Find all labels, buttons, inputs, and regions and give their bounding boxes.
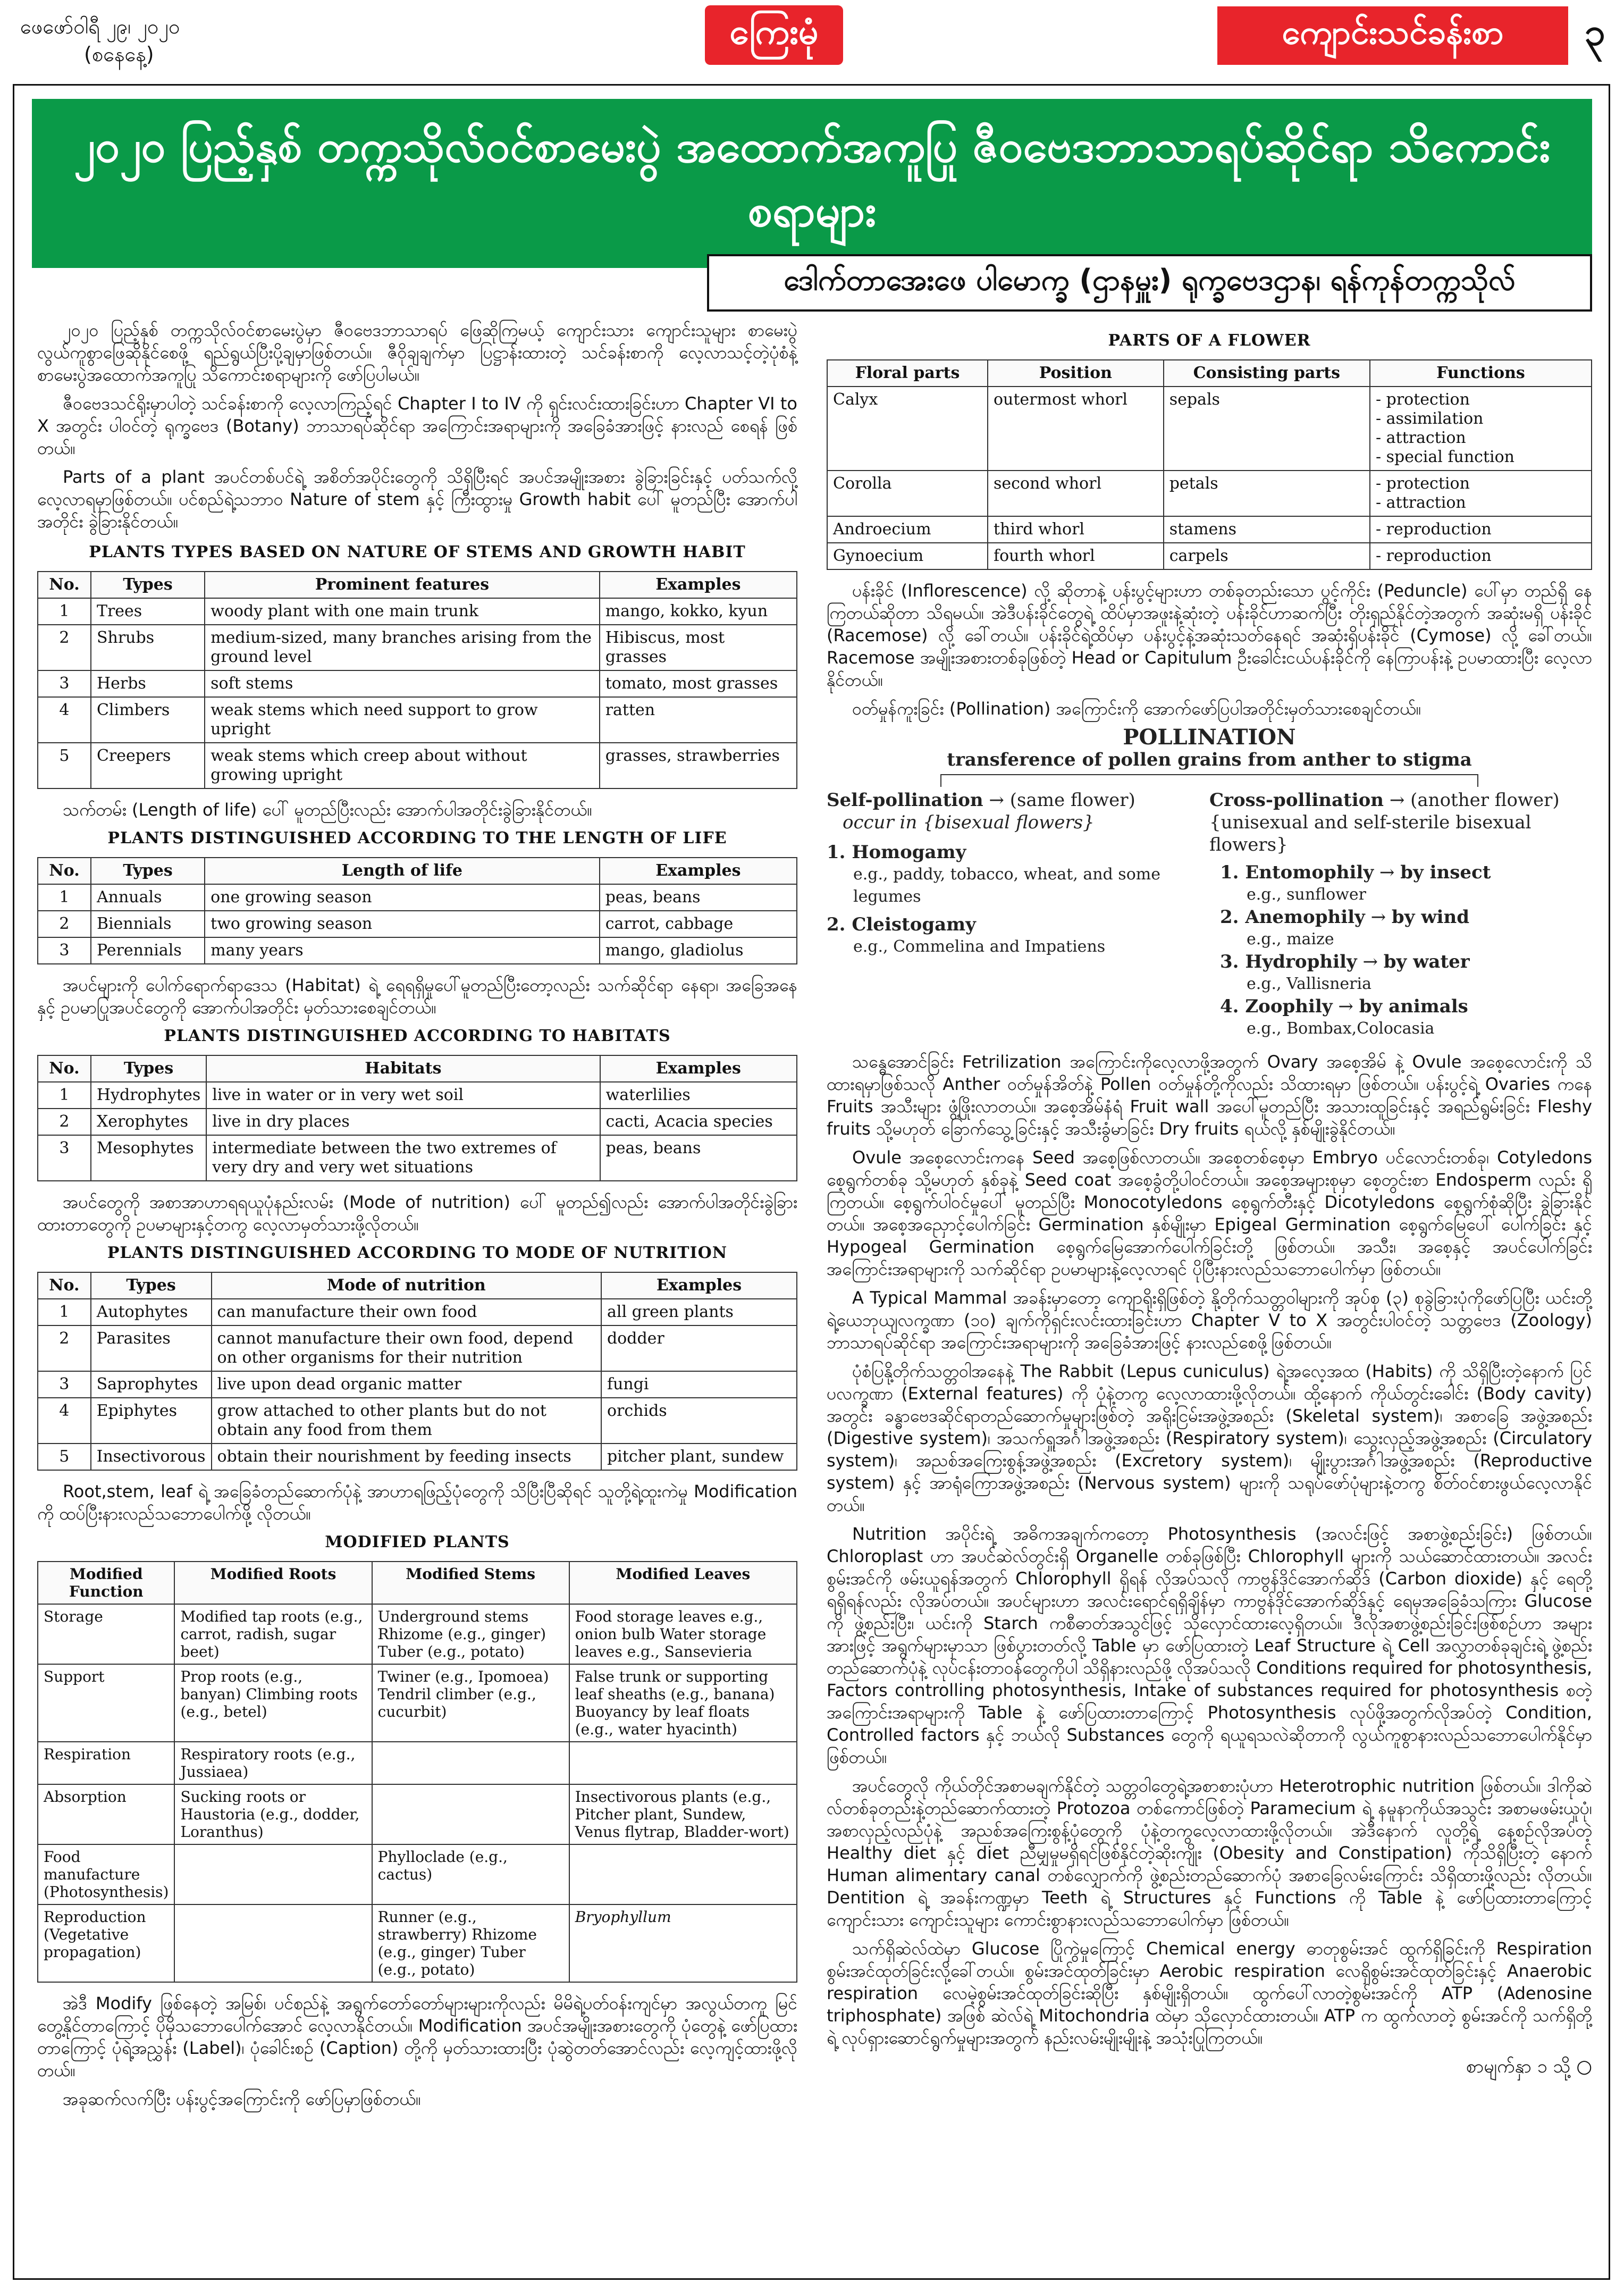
body-paragraph: ဝတ်မှုန်ကူးခြင်း (Pollination) အကြောင်းကို အောက်ဖော်ပြပါအတိုင်းမှတ်သားစေချင်တယ်။ (852, 699, 1421, 719)
column-header: Length of life (205, 858, 600, 884)
table-cell: peas, beans (600, 1135, 797, 1181)
table-cell: many years (205, 937, 600, 964)
author-byline: ဒေါက်တာအေးဖေ ပါမောက္ခ (ဌာနမှူး) ရုက္ခဗေဒဌာန၊ ရန်ကုန်တက္ကသိုလ် (707, 254, 1592, 312)
table-cell: Perennials (91, 937, 205, 964)
table-row (38, 1664, 797, 1742)
arrow-right-icon: → (1370, 907, 1386, 928)
table-cell: grasses, strawberries (600, 743, 797, 788)
body-paragraph: အပင်များကို ပေါက်ရောက်ရာဒေသ (Habitat) ရဲ့ ရေရရှိမှုပေါ်မူတည်ပြီးတော့လည်း သက်ဆိုင်ရာ နေရာ၊ အခြေအနေနှင့် ဥပမာပြုအပင်တွေကို အောက်ပါအတိုင်း မှတ်သားစေချင်တယ်။ (37, 975, 797, 1018)
table-title: PLANTS DISTINGUISHED ACCORDING TO MODE OF NUTRITION (107, 1244, 728, 1262)
table-row (38, 1371, 797, 1398)
table-cell (1370, 387, 1592, 471)
intro-paragraph: ၂၀၂၀ ပြည့်နှစ် တက္ကသိုလ်ဝင်စာမေးပွဲမှာ ဇီဝဗေဒဘာသာရပ် ဖြေဆိုကြမယ့် ကျောင်းသား ကျောင်းသူများ စာမေးပွဲ လွယ်ကူစွာဖြေဆိုနိုင်စေဖို့ ရည်ရွယ်ပြီးပို့ချမှာဖြစ်တယ်။ ဇီဝိုချချက်မှာ ပြဋ္ဌာန်းထားတဲ့ သင်ခန်းစာကို လေ့လာသင့်တဲ့ပုံစံနဲ့ စာမေးပွဲအထောက်အကူပြု သိကောင်းစရာများကို ဖော်ပြပါမယ်။ (37, 320, 797, 385)
table-cell: Hydrophytes (91, 1082, 206, 1109)
table-cell: carpels (1164, 543, 1370, 569)
pollination-agent: by animals (1359, 996, 1468, 1017)
body-paragraph: Ovule အစေ့လောင်းကနေ Seed အစေ့ဖြစ်လာတယ်။ အစေ့တစ်စေ့မှာ Embryo ပင်လောင်းတစ်ခု၊ Cotyledons စေ့ရွက်တစ်ခု သို့မဟုတ် နှစ်ခုနဲ့ Seed coat အစေ့ခွံတို့ပါဝင်တယ်။ အစေ့အများစုမှာ စေ့တွင်းစာ Endosperm လည်း ရှိကြတယ်။ စေ့ရွက်ပါဝင်မှုပေါ် မူတည်ပြီး Monocotyledons စေ့ရွက်တီးနှင့် Dicotyledons စေ့ရွက်စုံဆိုပြီး ခွဲခြားနိုင်တယ်။ အစေ့အညှောင့်ပေါက်ခြင်း Germination နှစ်မျိုးမှာ Epigeal Germination စေ့ရွက်မြေပေါ် ပေါက်ခြင်း နှင့် Hypogeal Germination စေ့ရွက်မြေအောက်ပေါက်ခြင်းတို့ ဖြစ်တယ်။ အသီး၊ အစေ့နှင့် အပင်ပေါက်ခြင်း အကြောင်းအရာများကို သက်ဆိုင်ရာ ဥပမာများနဲ့လေ့လာရင် ပိုပြီးနားလည်သဘောပေါက်မှာ ဖြစ်တယ်။ (827, 1147, 1592, 1279)
table-cell: Food storage leaves e.g., onion bulb Water storage leaves e.g., Sansevieria (569, 1604, 797, 1664)
table-cell: Reproduction (Vegetative propagation) (38, 1904, 174, 1982)
function-item: - attraction (1376, 429, 1586, 448)
body-paragraph: ပန်းခိုင် (Inflorescence) လို့ ဆိုတာနဲ့ ပန်းပွင့်များဟာ တစ်ခုတည်းသော ပွင့်ကိုင်း (Peduncle) ပေါ်မှာ တည်ရှိ နေကြတယ်ဆိုတာ သိရမယ်။ အဲဒီပန်းခိုင်တွေရဲ့ ထိပ်မှာအဖူးနဲ့ဆုံးတဲ့ ပန်းခိုင်ဟာဆက်ပြီး တိုးရှည်နိုင်တဲ့အတွက် အဆုံးမရှိ ပန်းခိုင် (Racemose) လို့ ခေါ်တယ်။ ပန်းခိုင်ရဲ့ထိပ်မှာ ပန်းပွင့်နဲ့အဆုံးသတ်နေရင် အဆုံးရှိပန်းခိုင် (Cymose) လို့ ခေါ်တယ်။ Racemose အမျိုးအစားတစ်ခုဖြစ်တဲ့ Head or Capitulum ဦးခေါင်းငယ်ပန်းခိုင်ကို နေကြာပန်းနဲ့ ဥပမာထားပြီး လေ့လာနိုင်တယ်။ (827, 581, 1593, 690)
table-row (38, 1109, 797, 1135)
pollination-type: 3. Hydrophily (1220, 951, 1357, 972)
table-cell: Food manufacture (Photosynthesis) (38, 1844, 174, 1904)
table-cell: mango, gladiolus (600, 937, 797, 964)
flower-parts-table (827, 359, 1592, 570)
article-banner (32, 99, 1592, 268)
pollination-example: e.g., Bombax,Colocasia (1247, 1019, 1435, 1038)
page-number: ၃ (1584, 10, 1605, 54)
column-header: Mode of nutrition (212, 1272, 601, 1299)
table-row (38, 1742, 797, 1784)
pollination-agent: by insect (1400, 862, 1491, 883)
right-column (827, 330, 1592, 2078)
pollination-type: 1. Entomophily (1220, 862, 1374, 883)
intro-paragraph: Parts of a plant အပင်တစ်ပင်ရဲ့ အစိတ်အပိုင်းတွေကို သိရှိပြီးရင် အပင်အမျိုးအစား ခွဲခြားခြင်းနှင့် ပတ်သက်လို့ လေ့လာရမှာဖြစ်တယ်။ ပင်စည်ရဲ့သဘာဝ Nature of stem နှင့် ကြီးထွားမှု Growth habit ပေါ် မူတည်ပြီး အောက်ပါ အတိုင်း ခွဲခြားနိုင်တယ်။ (37, 467, 797, 532)
body-paragraph: အပင်တွေကို အစာအာဟာရရယူပုံနည်းလမ်း (Mode of nutrition) ပေါ် မူတည်၍လည်း အောက်ပါအတိုင်းခွဲခြား ထားတာတွေကို ဥပမာများနှင့်တကွ လေ့လာမှတ်သားဖို့လိုတယ်။ (37, 1192, 797, 1235)
table-cell: 1 (38, 1082, 91, 1109)
table-cell: Corolla (827, 471, 988, 516)
table-cell: 3 (38, 1371, 91, 1398)
column-header: Types (91, 572, 205, 598)
table-row (38, 937, 797, 964)
cross-pollination-branch (1209, 789, 1592, 1040)
table-cell: Bryophyllum (569, 1904, 797, 1982)
table-row (827, 516, 1592, 543)
table-cell: Autophytes (91, 1299, 212, 1325)
pollination-agent: by water (1383, 951, 1470, 972)
table-row (38, 1784, 797, 1844)
table-cell: orchids (601, 1398, 797, 1444)
table-row (38, 697, 797, 743)
table-cell: Storage (38, 1604, 174, 1664)
body-paragraph: အဲဒီ Modify ဖြစ်နေတဲ့ အမြစ်၊ ပင်စည်နဲ့ အရွက်တော်တော်များများကိုလည်း မိမိရဲ့ပတ်ဝန်းကျင်မှာ အလွယ်တကူ မြင်တွေ့နိုင်တာကြောင့် ပိုမိုသဘောပေါက်အောင် လေ့လာနိုင်တယ်။ Modification အပင်အမျိုးအစားတွေကို ပုံတွေနဲ့ ဖော်ပြထားတာကြောင့် ပုံရဲ့အညွှန်း (Label)၊ ပုံခေါင်းစဉ် (Caption) တို့ကို မှတ်သားထားပြီး ပုံဆွဲတတ်အောင်လည်း လေ့ကျင့်ထားဖို့လိုတယ်။ (37, 1993, 797, 2080)
self-pollination-branch (827, 789, 1187, 1040)
table-cell: Insectivorous (91, 1444, 212, 1470)
pollination-diagram (827, 726, 1592, 1040)
table-cell: carrot, cabbage (600, 911, 797, 937)
cross-pollination-note: (another flower) (1410, 790, 1560, 811)
table-cell: sepals (1164, 387, 1370, 471)
table-cell (1370, 471, 1592, 516)
end-mark-icon: ○ (1576, 2056, 1592, 2077)
column-header: Types (91, 1272, 212, 1299)
arrow-right-icon: → (989, 790, 1004, 811)
left-column (37, 319, 797, 2117)
date-line: ဖေဖော်ဝါရီ ၂၉၊ ၂၀၂၀ (20, 15, 180, 38)
table-cell: Shrubs (91, 625, 205, 670)
pollination-example: e.g., maize (1247, 930, 1334, 949)
article-title: ၂၀၂၀ ပြည့်နှစ် တက္ကသိုလ်ဝင်စာမေးပွဲ အထောက်အကူပြု ဇီဝဗေဒဘာသာရပ်ဆိုင်ရာ သိကောင်းစရာများ (73, 122, 1551, 237)
table-cell: Underground stems Rhizome (e.g., ginger) Tuber (e.g., potato) (372, 1604, 569, 1664)
pollination-type: 1. Homogamy (827, 842, 966, 863)
table-cell: Respiratory roots (e.g., Jussiaea) (174, 1742, 372, 1784)
table-cell: live upon dead organic matter (212, 1371, 601, 1398)
table-cell: third whorl (988, 516, 1164, 543)
table-title: MODIFIED PLANTS (325, 1533, 510, 1551)
table-row (38, 1844, 797, 1904)
column-header: Modified Roots (174, 1562, 372, 1604)
column-header: No. (38, 1055, 91, 1082)
body-paragraph: သန္ဓေအောင်ခြင်း Fetrilization အကြောင်းကိုလေ့လာဖို့အတွက် Ovary အစေ့အိမ် နဲ့ Ovule အစေ့လောင်းကို သိထားရမှာဖြစ်သလို Anther ဝတ်မှုန်အိတ်နဲ့ Pollen ဝတ်မှုန်တို့ကိုလည်း သိထားရမှာ ဖြစ်တယ်။ ပန်းပွင့်ရဲ့ Ovaries ကနေ Fruits အသီးများ ဖွံ့ဖြိုးလာတယ်။ အစေ့အိမ်နံရံ Fruit wall အပေါ်မူတည်ပြီး အသားထူခြင်းနှင့် အရည်ရွမ်းခြင်း Fleshy fruits သို့မဟုတ် ခြောက်သွေ့ခြင်းနှင့် အသီးခွံမာခြင်း Dry fruits ရယ်လို့ နှစ်မျိုးခွဲနိုင်တယ်။ (827, 1052, 1592, 1139)
table-cell: weak stems which creep about without growing upright (205, 743, 600, 788)
table-cell: Absorption (38, 1784, 174, 1844)
column-header: Examples (600, 572, 797, 598)
table-row (38, 670, 797, 697)
table-row (827, 471, 1592, 516)
table-title: PLANTS TYPES BASED ON NATURE OF STEMS AND GROWTH HABIT (89, 543, 746, 561)
table-cell: one growing season (205, 884, 600, 911)
self-occurrence: occur in {bisexual flowers} (843, 812, 1095, 833)
table-cell: intermediate between the two extremes of very dry and very wet situations (206, 1135, 600, 1181)
table-row (38, 1299, 797, 1325)
table-cell: Climbers (91, 697, 205, 743)
table-cell: 1 (38, 1299, 91, 1325)
table-cell: Support (38, 1664, 174, 1742)
diagram-connector (940, 774, 1478, 787)
cross-occurrence: {unisexual and self-sterile bisexual flowers} (1209, 812, 1532, 855)
column-header: Types (91, 858, 205, 884)
table-cell: Biennials (91, 911, 205, 937)
table-cell: 3 (38, 937, 91, 964)
cross-pollination-heading: Cross-pollination (1209, 790, 1384, 811)
modified-plants-table (37, 1561, 797, 1983)
table-row (38, 1082, 797, 1109)
table-cell: pitcher plant, sundew (601, 1444, 797, 1470)
diagram-title: POLLINATION (1123, 725, 1296, 750)
table-cell: 3 (38, 670, 91, 697)
column-header: Prominent features (205, 572, 600, 598)
table-cell (372, 1742, 569, 1784)
table-cell (1370, 543, 1592, 569)
table-cell: peas, beans (600, 884, 797, 911)
table-cell: waterlilies (600, 1082, 797, 1109)
column-header: No. (38, 858, 91, 884)
table-cell: 5 (38, 743, 91, 788)
body-paragraph: သက်ရှိဆဲလ်ထဲမှာ Glucose ပြိုကွဲမှုကြောင့် Chemical energy ဓာတုစွမ်းအင် ထွက်ရှိခြင်းကို Respiration စွမ်းအင်ထုတ်ခြင်းလို့ခေါ်တယ်။ စွမ်းအင်ထုတ်ခြင်းမှာ Aerobic respiration လေရှိစွမ်းအင်ထုတ်ခြင်းနှင့် Anaerobic respiration လေမဲ့စွမ်းအင်ထုတ်ခြင်းဆိုပြီး နှစ်မျိုးရှိတယ်။ ထွက်ပေါ်လာတဲ့စွမ်းအင်ကို ATP (Adenosine triphosphate) အဖြစ် ဆဲလ်ရဲ့ Mitochondria ထဲမှာ သိုလှောင်ထားတယ်။ ATP က ထွက်လာတဲ့ စွမ်းအင်ကို သက်ရှိတို့ ရဲ့ လုပ်ရှားဆောင်ရွက်မှုများအတွက် နည်းလမ်းမျိုးမျိုးနဲ့ အသုံးပြုကြတယ်။ (827, 1938, 1592, 2048)
newspaper-logo: ကြေးမုံ (705, 5, 843, 65)
table-cell: 2 (38, 625, 91, 670)
column-header: Habitats (206, 1055, 600, 1082)
body-paragraph: Root,stem, leaf ရဲ့ အခြေခံတည်ဆောက်ပုံနဲ့ အာဟာရဖြည့်ပုံတွေကို သိပြီးပြီဆိုရင် သူတို့ရဲ့ထူးကဲမှု Modification ကို ထပ်ပြီးနားလည်သဘောပေါက်ဖို့ လိုတယ်။ (37, 1481, 797, 1524)
continued-label: စာမျက်နှာ ၁ သို့ (1466, 2056, 1571, 2077)
table-cell (1370, 516, 1592, 543)
pollination-type: 2. Cleistogamy (827, 914, 976, 935)
pollination-type: 4. Zoophily (1220, 996, 1333, 1017)
table-cell: soft stems (205, 670, 600, 697)
table-cell: Runner (e.g., strawberry) Rhizome (e.g., ginger) Tuber (e.g., potato) (372, 1904, 569, 1982)
body-paragraph: အခုဆက်လက်ပြီး ပန်းပွင့်အကြောင်းကို ဖော်ပြမှာဖြစ်တယ်။ (63, 2089, 421, 2109)
table-cell: grow attached to other plants but do not obtain any food from them (212, 1398, 601, 1444)
body-paragraph: A Typical Mammal အခန်းမှာတော့ ကျောရိုးရှိဖြစ်တဲ့ နို့တိုက်သတ္တဝါများကို အုပ်စု (၃) စုခွဲခြားပုံကိုဖော်ပြပြီး ယင်းတို့ရဲ့ယေဘုယျလက္ခဏာ (၁၀) ချက်ကိုရှင်းလင်းထားခြင်းဟာ Chapter V to X အတွင်းပါဝင်တဲ့ သတ္တဗေဒ (Zoology) ဘာသာရပ်ဆိုင်ရာ အကြောင်းအရာများကို အခြေခံအားဖြင့် နားလည်စေဖို့ဖြစ်တယ်။ (827, 1288, 1592, 1353)
pollination-example: e.g., Commelina and Impatiens (853, 937, 1106, 956)
table-title: PLANTS DISTINGUISHED ACCORDING TO HABITATS (164, 1027, 671, 1045)
table-cell: Mesophytes (91, 1135, 206, 1181)
table-cell: Annuals (91, 884, 205, 911)
function-item: - reproduction (1376, 520, 1586, 539)
table-cell: Insectivorous plants (e.g., Pitcher plant, Sundew, Venus flytrap, Bladder-wort) (569, 1784, 797, 1844)
body-paragraph: ပုံစံပြနို့တိုက်သတ္တဝါအနေနဲ့ The Rabbit (Lepus cuniculus) ရဲ့အလေ့အထ (Habits) ကို သိရှိပြီးတဲ့နောက် ပြင်ပလက္ခဏာ (External features) ကို ပုံနဲ့တကွ လေ့လာထားဖို့လိုတယ်။ ထို့နောက် ကိုယ်တွင်းခေါင်း (Body cavity) အတွင်း ခန္ဓာဗေဒဆိုင်ရာတည်ဆောက်မှုများဖြစ်တဲ့ အရိုးငြမ်းအဖွဲ့အစည်း (Skeletal system)၊ အစာခြေ အဖွဲ့အစည်း (Digestive system)၊ အသက်ရှူအင်္ဂါအဖွဲ့အစည်း (Respiratory system)၊ သွေးလှည့်အဖွဲ့အစည်း (Circulatory system)၊ အညစ်အကြေးစွန့်အဖွဲ့အစည်း (Excretory system)၊ မျိုးပွားအင်္ဂါအဖွဲ့အစည်း (Reproductive system) နှင့် အာရုံကြောအဖွဲ့အစည်း (Nervous system) များကို သရုပ်ဖော်ပုံများနဲ့တကွ စိတ်ဝင်စားဖွယ်လေ့လာနိုင်တယ်။ (827, 1361, 1593, 1515)
arrow-right-icon: → (1379, 862, 1395, 883)
table-cell: tomato, most grasses (600, 670, 797, 697)
diagram-subtitle: transference of pollen grains from anther to stigma (947, 749, 1472, 770)
table-cell: live in dry places (206, 1109, 600, 1135)
table-title: PLANTS DISTINGUISHED ACCORDING TO THE LENGTH OF LIFE (107, 829, 727, 847)
function-item: - protection (1376, 474, 1586, 493)
table-cell: Modified tap roots (e.g., carrot, radish, sugar beet) (174, 1604, 372, 1664)
table-cell: 1 (38, 884, 91, 911)
table-cell: Calyx (827, 387, 988, 471)
column-header: No. (38, 572, 91, 598)
self-pollination-heading: Self-pollination (827, 790, 983, 811)
table-cell: 2 (38, 911, 91, 937)
function-item: - assimilation (1376, 409, 1586, 429)
table-cell: Parasites (91, 1325, 212, 1371)
table-cell: False trunk or supporting leaf sheaths (e.g., banana) Buoyancy by leaf floats (e.g., water hyacinth) (569, 1664, 797, 1742)
body-paragraph: Nutrition အပိုင်းရဲ့ အဓိကအချက်ကတော့ Photosynthesis (အလင်းဖြင့် အစာဖွဲ့စည်းခြင်း) ဖြစ်တယ်။ Chloroplast ဟာ အပင်ဆဲလ်တွင်းရှိ Organelle တစ်ခုဖြစ်ပြီး Chlorophyll များကို သယ်ဆောင်ထားတယ်။ အလင်းစွမ်းအင်ကို ဖမ်းယူရန်အတွက် Chlorophyll ရှိရန် လိုအပ်သလို ကာဗွန်ဒိုင်အောက်ဆိုဒ် (Carbon dioxide) နှင့် ရေတို့ ရရှိရန်လည်း လိုအပ်တယ်။ အပင်များဟာ အလင်းရောင်ရရှိချိန်မှာ ကာဗွန်ဒိုင်အောက်ဆိုဒ်နှင့် ရေမှအခြေခံသကြား Glucose ကို ဖွဲ့စည်းပြီး၊ ယင်းကို Starch ကစီဓာတ်အသွင်ဖြင့် သိုလှောင်ထားလေ့ရှိတယ်။ ဒီလိုအစာဖွဲ့စည်းခြင်းဖြစ်စဉ်ဟာ အများအားဖြင့် အရွက်များမှာသာ ဖြစ်ပွားတတ်လို့ Table မှာ ဖော်ပြထားတဲ့ Leaf Structure ရဲ့ Cell အလွှာတစ်ခုချင်းရဲ့ ဖွဲ့စည်းတည်ဆောက်ပုံနဲ့ လုပ်ငန်းတာဝန်တွေကိုပါ သိရှိနားလည်ဖို့ လိုအပ်သလို Conditions required for photosynthesis, Factors controlling photosynthesis, Intake of substances required for photosynthesis စတဲ့အကြောင်းအရာများကို Table နဲ့ ဖော်ပြထားတာကြောင့် Photosynthesis လုပ်ဖို့အတွက်လိုအပ်တဲ့ Condition, Controlled factors နှင့် ဘယ်လို Substances တွေကို ရယူရသလဲဆိုတာကို လွယ်ကူစွာနားလည်သဘောပေါက်နိုင်မှာ ဖြစ်တယ်။ (827, 1524, 1592, 1767)
table-cell: stamens (1164, 516, 1370, 543)
table-row (827, 543, 1592, 569)
column-header: Consisting parts (1164, 360, 1370, 387)
body-paragraph: သက်တမ်း (Length of life) ပေါ် မူတည်ပြီးလည်း အောက်ပါအတိုင်းခွဲခြားနိုင်တယ်။ (63, 800, 593, 820)
table-row (38, 625, 797, 670)
function-item: - special function (1376, 448, 1586, 467)
column-header: Modified Leaves (569, 1562, 797, 1604)
table-row (38, 1135, 797, 1181)
table-cell: Xerophytes (91, 1109, 206, 1135)
length-of-life-table (37, 857, 797, 964)
table-cell: ratten (600, 697, 797, 743)
column-header: Examples (601, 1272, 797, 1299)
table-cell (372, 1784, 569, 1844)
table-cell (569, 1742, 797, 1784)
column-header: Position (988, 360, 1164, 387)
pollination-example: e.g., paddy, tobacco, wheat, and some legumes (853, 865, 1160, 906)
table-cell: weak stems which need support to grow upright (205, 697, 600, 743)
column-header: No. (38, 1272, 91, 1299)
table-cell: Saprophytes (91, 1371, 212, 1398)
table-cell: 2 (38, 1325, 91, 1371)
table-cell (569, 1844, 797, 1904)
column-header: Examples (600, 858, 797, 884)
table-cell: Respiration (38, 1742, 174, 1784)
arrow-right-icon: → (1389, 790, 1405, 811)
table-cell: fourth whorl (988, 543, 1164, 569)
pollination-example: e.g., Vallisneria (1247, 975, 1371, 993)
intro-paragraph: ဇီဝဗေဒသင်ရိုးမှာပါတဲ့ သင်ခန်းစာကို လေ့လာကြည့်ရင် Chapter I to IV ကို ရှင်းလင်းထားခြင်းဟာ Chapter VI to X အတွင်း ပါဝင်တဲ့ ရုက္ခဗေဒ (Botany) ဘာသာရပ်ဆိုင်ရာ အကြောင်းအရာများကို အခြေခံအားဖြင့် နားလည် စေရန် ဖြစ်တယ်။ (37, 393, 798, 458)
table-cell: fungi (601, 1371, 797, 1398)
table-cell: Gynoecium (827, 543, 988, 569)
table-cell: medium-sized, many branches arising from the ground level (205, 625, 600, 670)
table-cell: 2 (38, 1109, 91, 1135)
table-cell (174, 1844, 372, 1904)
column-header: Floral parts (827, 360, 988, 387)
issue-date (20, 13, 180, 68)
table-row (38, 1904, 797, 1982)
table-cell: 4 (38, 697, 91, 743)
column-header: Examples (600, 1055, 797, 1082)
function-item: - reproduction (1376, 547, 1586, 566)
table-cell: 5 (38, 1444, 91, 1470)
pollination-type: 2. Anemophily (1220, 907, 1365, 928)
table-cell: Creepers (91, 743, 205, 788)
table-cell: Hibiscus, most grasses (600, 625, 797, 670)
table-cell: 1 (38, 598, 91, 625)
table-cell: can manufacture their own food (212, 1299, 601, 1325)
table-cell: Epiphytes (91, 1398, 212, 1444)
column-header: Types (91, 1055, 206, 1082)
table-cell: live in water or in very wet soil (206, 1082, 600, 1109)
table-title: PARTS OF A FLOWER (1108, 331, 1311, 350)
table-row (38, 743, 797, 788)
table-row (38, 1444, 797, 1470)
table-cell: Trees (91, 598, 205, 625)
table-cell (174, 1904, 372, 1982)
table-cell: cannot manufacture their own food, depend on other organisms for their nutrition (212, 1325, 601, 1371)
table-cell: cacti, Acacia species (600, 1109, 797, 1135)
table-cell: Phylloclade (e.g., cactus) (372, 1844, 569, 1904)
table-cell: 3 (38, 1135, 91, 1181)
table-cell: dodder (601, 1325, 797, 1371)
table-row (38, 1604, 797, 1664)
table-row (38, 911, 797, 937)
table-cell: outermost whorl (988, 387, 1164, 471)
stem-habit-table (37, 571, 797, 789)
table-row (38, 884, 797, 911)
table-cell: Herbs (91, 670, 205, 697)
table-row (38, 1325, 797, 1371)
table-cell: 4 (38, 1398, 91, 1444)
table-cell: all green plants (601, 1299, 797, 1325)
table-row (827, 387, 1592, 471)
column-header: Modified Function (38, 1562, 174, 1604)
table-row (38, 598, 797, 625)
column-header: Modified Stems (372, 1562, 569, 1604)
arrow-right-icon: → (1338, 996, 1353, 1017)
table-row (38, 1398, 797, 1444)
section-title: ကျောင်းသင်ခန်းစာ (1217, 6, 1568, 65)
continued-note (827, 2055, 1592, 2078)
body-paragraph: အပင်တွေလို ကိုယ်တိုင်အစာမချက်နိုင်တဲ့ သတ္တဝါတွေရဲ့အစာစားပုံဟာ Heterotrophic nutrition ဖြစ်တယ်။ ဒါကိုဆဲလ်တစ်ခုတည်းနဲ့တည်ဆောက်ထားတဲ့ Protozoa တစ်ကောင်ဖြစ်တဲ့ Paramecium ရဲ့ နမူနာကိုယ်အသွင်း အစာမဖမ်းယူပုံ၊ အစာလှည့်လည်ပုံနဲ့ အညစ်အကြေးစွန့်ပုံတွေကို ပုံနဲ့တကွလေ့လာထားဖို့လိုတယ်။ အဲဒီနောက် လူတို့ရဲ့ နေ့စဉ်လိုအပ်တဲ့ Healthy diet နှင့် diet ညီမျှမှုမရှိရင်ဖြစ်နိုင်တဲ့ဆိုးကျိုး (Obesity and Constipation) ကိုသိရှိပြီးတဲ့ နောက် Human alimentary canal တစ်လျှောက်ကို ဖွဲ့စည်းတည်ဆောက်ပုံ အစာခြေလမ်းကြောင်း သိရှိထားဖို့လည်း လိုတယ်။ Dentition ရဲ့ အခန်းကဏ္ဍမှာ Teeth ရဲ့ Structures နှင့် Functions ကို Table နဲ့ ဖော်ပြထားတာကြောင့် ကျောင်းသား ကျောင်းသူများ ကောင်းစွာနားလည်သဘောပေါက်မှာ ဖြစ်တယ်။ (827, 1776, 1592, 1930)
pollination-example: e.g., sunflower (1247, 885, 1366, 904)
table-cell: Androecium (827, 516, 988, 543)
arrow-right-icon: → (1362, 951, 1378, 972)
table-cell: Prop roots (e.g., banyan) Climbing roots (e.g., betel) (174, 1664, 372, 1742)
nutrition-table (37, 1272, 797, 1471)
table-cell: petals (1164, 471, 1370, 516)
table-cell: Twiner (e.g., Ipomoea) Tendril climber (e.g., cucurbit) (372, 1664, 569, 1742)
function-item: - protection (1376, 390, 1586, 409)
habitats-table (37, 1055, 797, 1181)
table-cell: second whorl (988, 471, 1164, 516)
table-cell: obtain their nourishment by feeding insects (212, 1444, 601, 1470)
table-cell: Sucking roots or Haustoria (e.g., dodder, Loranthus) (174, 1784, 372, 1844)
table-cell: mango, kokko, kyun (600, 598, 797, 625)
pollination-agent: by wind (1391, 907, 1469, 928)
function-item: - attraction (1376, 493, 1586, 513)
self-pollination-note: (same flower) (1009, 790, 1135, 811)
column-header: Functions (1370, 360, 1592, 387)
table-cell: two growing season (205, 911, 600, 937)
weekday-line: (စနေနေ့) (84, 43, 154, 66)
table-cell: woody plant with one main trunk (205, 598, 600, 625)
